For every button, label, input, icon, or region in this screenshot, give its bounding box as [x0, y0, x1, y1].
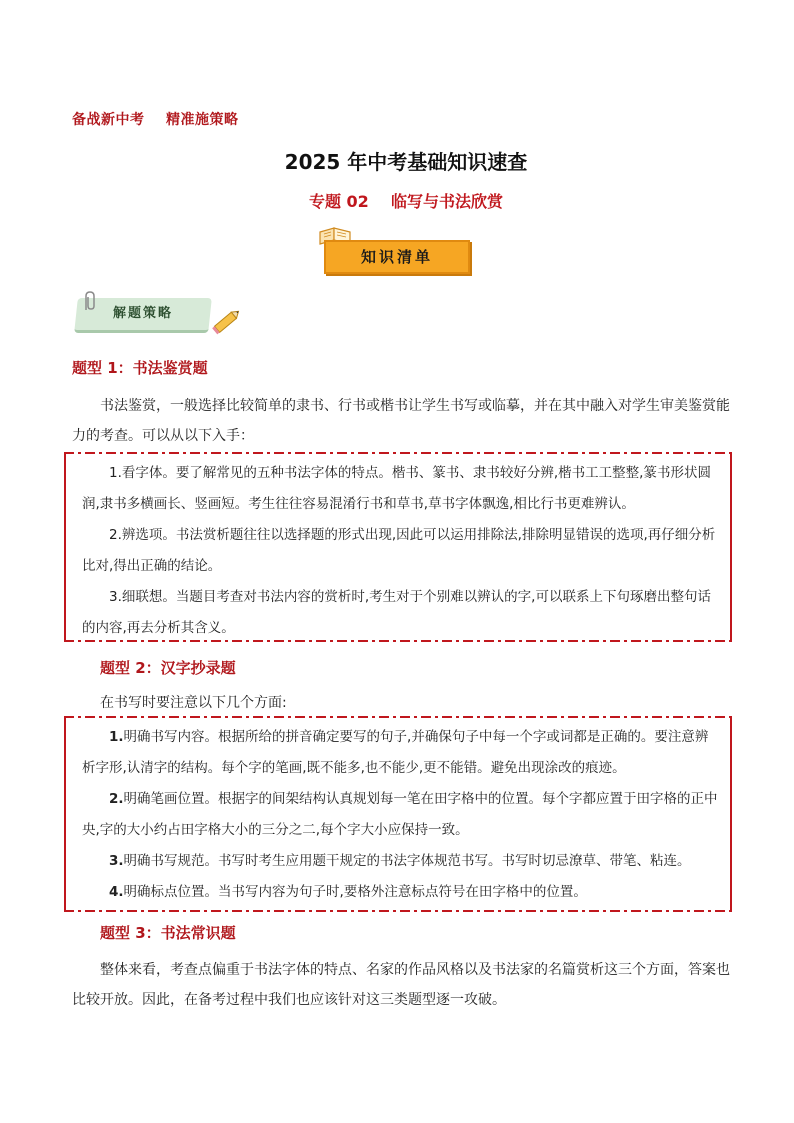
pencil-icon [210, 304, 244, 338]
strategy-banner [74, 290, 244, 340]
tip-item: 4.明确标点位置。当书写内容为句子时,要格外注意标点符号在田字格中的位置。 [109, 884, 587, 900]
tip-item: 1.看字体。要了解常见的五种书法字体的特点。楷书、篆书、隶书较好分辨,楷书工工整整,篆书形状圆润,隶书多横画长、竖画短。考生往往容易混淆行书和草书,草书字体飘逸,相比行书更难辨认。 [82, 465, 711, 512]
strategy-label: 解题策略 [112, 306, 173, 321]
exam-tagline: 备战新中考 精准施策略 [72, 112, 239, 128]
section-intro-calligraphy-knowledge: 整体来看，考查点偏重于书法字体的特点、名家的作品风格以及书法家的名篇赏析这三个方面，答案也比较开放。因此，在备考过程中我们也应该针对这三类题型逐一攻破。 [72, 962, 730, 1008]
tip-item: 2.明确笔画位置。根据字的间架结构认真规划每一笔在田字格中的位置。每个字都应置于田字格的正中央,字的大小约占田字格大小的三分之二,每个字大小应保持一致。 [82, 791, 718, 838]
section-heading-calligraphy-knowledge: 题型 3：书法常识题 [100, 924, 236, 942]
tip-item: 3.细联想。当题目考查对书法内容的赏析时,考生对于个别难以辨认的字,可以联系上下句琢磨出整句话的内容,再去分析其含义。 [82, 589, 711, 636]
tip-item: 1.明确书写内容。根据所给的拼音确定要写的句子,并确保句子中每一个字或词都是正确的。要注意辨析字形,认清字的结构。每个字的笔画,既不能多,也不能少,更不能错。避免出现涂改的痕迹。 [82, 729, 709, 776]
tips-box-calligraphy-appreciation [64, 452, 732, 642]
knowledge-list-banner [316, 226, 476, 278]
knowledge-list-label: 知识清单 [360, 248, 433, 266]
tip-item: 2.辨选项。书法赏析题往往以选择题的形式出现,因此可以运用排除法,排除明显错误的选项,再仔细分析比对,得出正确的结论。 [82, 527, 716, 574]
document-title: 2025 年中考基础知识速查 [284, 150, 528, 174]
section-intro-character-copying: 在书写时要注意以下几个方面: [100, 695, 287, 711]
tips-box-character-copying [64, 716, 732, 912]
tip-item: 3.明确书写规范。书写时考生应用题干规定的书法字体规范书写。书写时切忌潦草、带笔、粘连。 [109, 853, 691, 869]
section-intro-calligraphy-appreciation: 书法鉴赏，一般选择比较简单的隶书、行书或楷书让学生书写或临摹，并在其中融入对学生审美鉴赏能力的考查。可以从以下入手： [72, 398, 730, 444]
section-heading-calligraphy-appreciation: 题型 1：书法鉴赏题 [72, 359, 208, 377]
topic-subtitle: 专题 02 临写与书法欣赏 [308, 192, 504, 211]
section-heading-character-copying: 题型 2：汉字抄录题 [100, 659, 236, 677]
paperclip-icon [80, 290, 100, 312]
